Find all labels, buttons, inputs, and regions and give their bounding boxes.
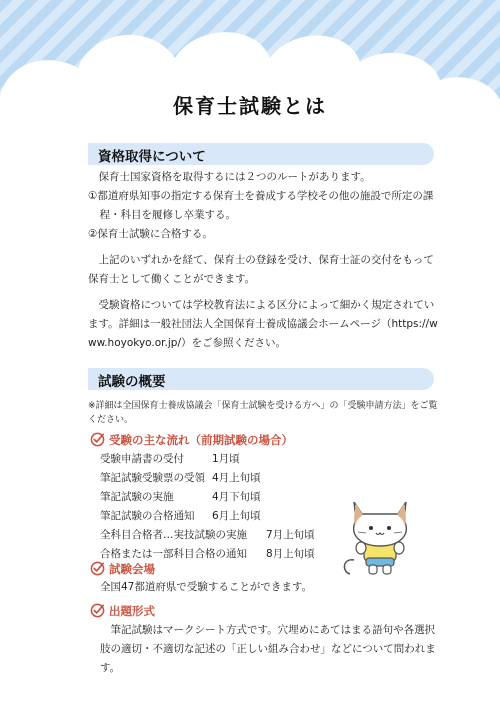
section-heading-label: 資格取得について <box>98 149 206 165</box>
subheading-label: 受験の主な流れ（前期試験の場合） <box>109 433 293 447</box>
route-2: ②保育士試験に合格する。 <box>88 228 213 240</box>
subheading-flow <box>90 432 293 448</box>
paragraph-registration: 上記のいずれかを経て、保育士の登録を受け、保育士証の交付をもって保育士として働くことができます。 <box>88 254 434 285</box>
schedule-row: 全科目合格者…実技試験の実施 7月上旬頃 <box>100 529 315 541</box>
qualification-text <box>88 168 438 353</box>
detail-note: ※詳細は全国保育士養成協議会「保育士試験を受ける方へ」の「受験申請方法」をご覧ください。 <box>88 401 438 425</box>
check-circle-icon <box>90 603 105 618</box>
schedule-row: 受験申請書の受付 1月頃 <box>100 453 240 465</box>
cat-mascot-illustration <box>340 488 420 578</box>
section-heading-qualification <box>88 143 434 165</box>
schedule-row: 合格または一部科目合格の通知 8月上旬頃 <box>100 548 315 560</box>
section-heading-overview <box>88 368 434 390</box>
subheading-format <box>90 603 155 619</box>
schedule-row: 筆記試験の合格通知 6月上旬頃 <box>100 510 261 522</box>
check-circle-icon <box>90 561 105 576</box>
venue-text: 全国47都道府県で受験することができます。 <box>100 581 313 593</box>
route-1: ①都道府県知事の指定する保育士を養成する学校その他の施設で所定の課程・科目を履修し卒業する。 <box>88 190 434 221</box>
schedule-row: 筆記試験の実施 4月下旬頃 <box>100 491 261 503</box>
check-circle-icon <box>90 432 105 447</box>
schedule-row: 筆記試験受験票の受領 4月上旬頃 <box>100 472 261 484</box>
schedule-list <box>100 450 315 564</box>
section-heading-label: 試験の概要 <box>98 374 166 390</box>
page-title: 保育士試験とは <box>173 94 327 118</box>
subheading-label: 試験会場 <box>109 562 155 576</box>
intro-paragraph: 保育士国家資格を取得するには２つのルートがあります。 <box>98 171 371 183</box>
subheading-label: 出題形式 <box>109 604 155 618</box>
format-text: 筆記試験はマークシート方式です。穴埋めにあてはまる語句や各選択肢の適切・不適切な記述の「正しい組み合わせ」などについて問われます。 <box>100 624 436 674</box>
paragraph-eligibility: 受験資格については学校教育法による区分によって細かく規定されています。詳細は一般社団法人全国保育士養成協議会ホームページ（https://www.hoyokyo.or.jp/）をご参照ください。 <box>88 299 438 349</box>
subheading-venue <box>90 561 155 577</box>
